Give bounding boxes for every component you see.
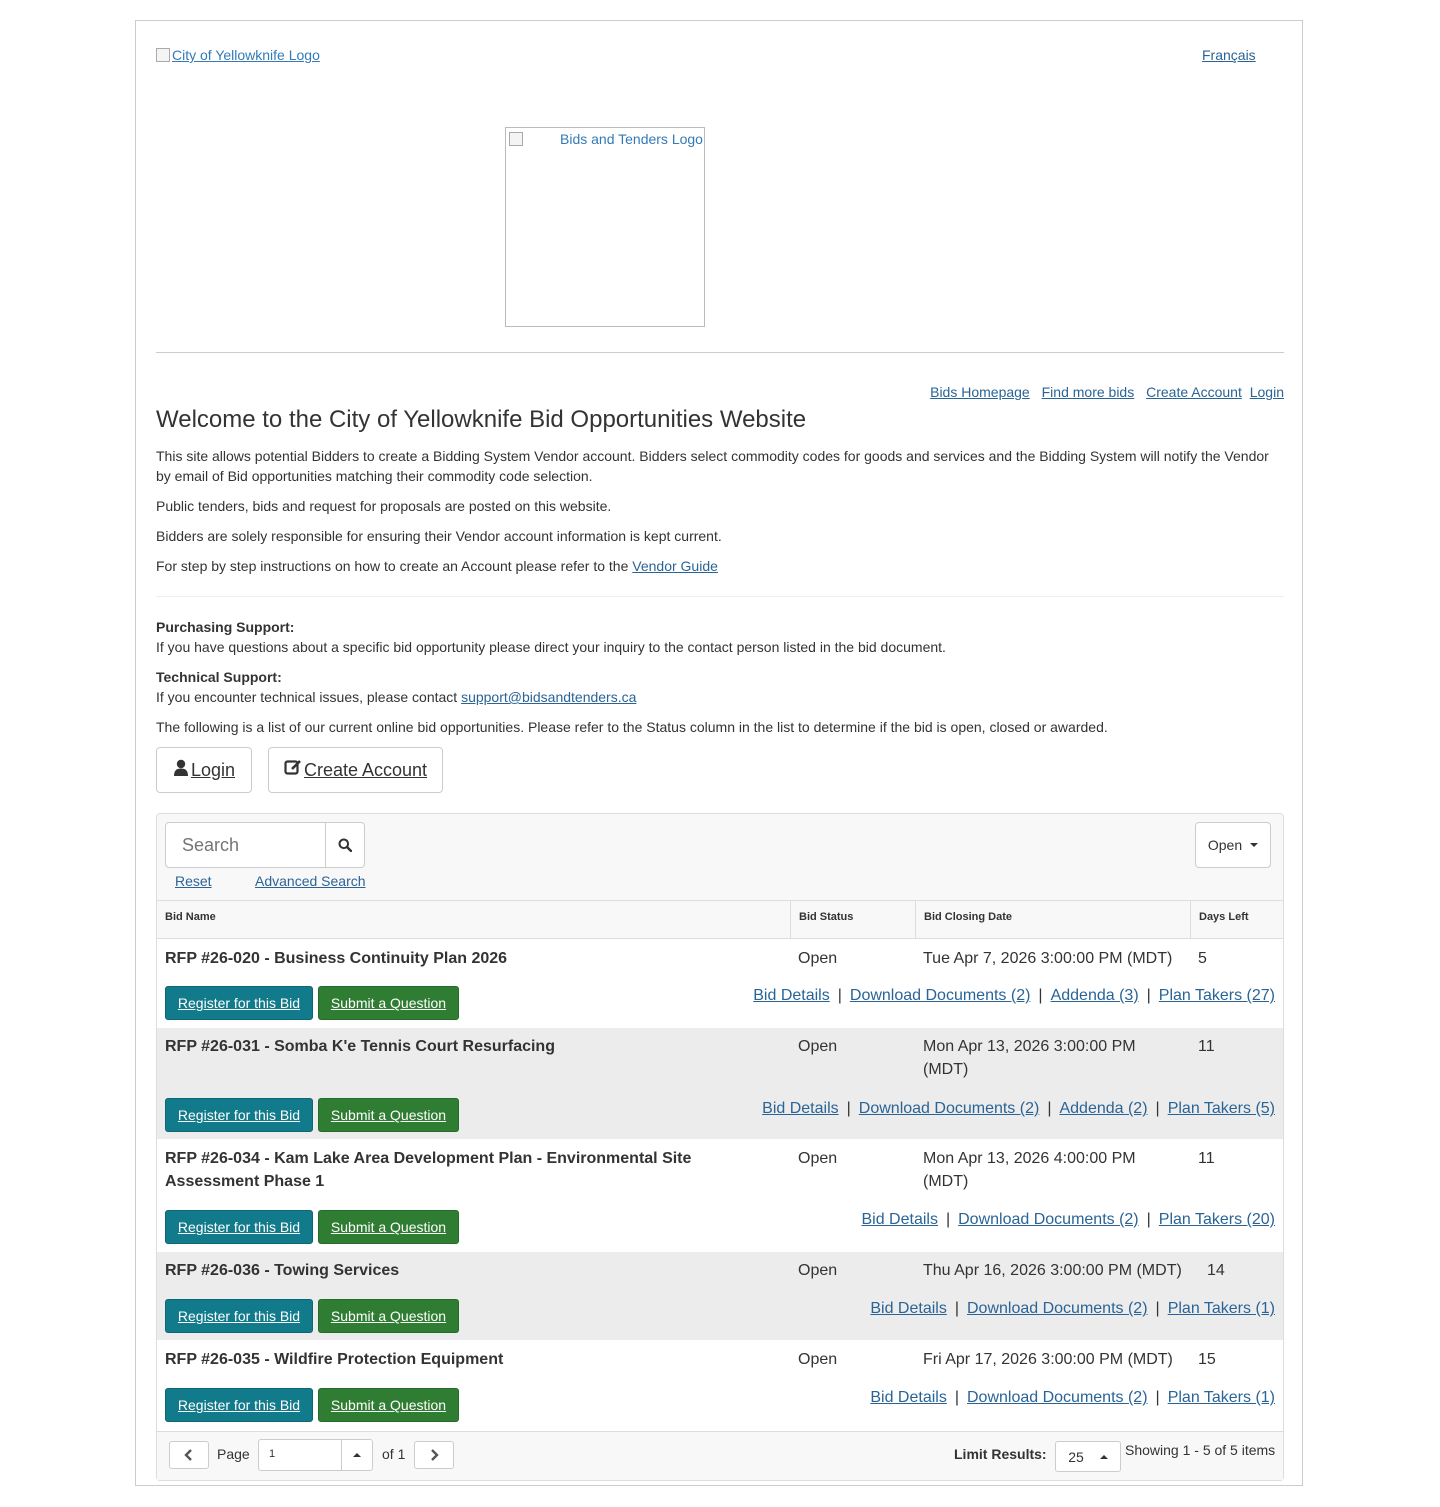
intro-paragraph-4 (156, 556, 1284, 576)
bid-links (861, 1210, 1275, 1230)
bid-name: RFP #26-036 - Towing Services (165, 1262, 400, 1279)
table-row (157, 1028, 1283, 1139)
purchasing-support-text: If you have questions about a specific bid opportunity please direct your inquiry to the contact person listed in the bid document. (156, 639, 946, 655)
showing-items-text: Showing 1 - 5 of 5 items (1125, 1442, 1276, 1458)
bid-details-link[interactable]: Bid Details (870, 1300, 947, 1317)
city-logo-alt: City of Yellowknife Logo (172, 47, 320, 63)
table-row (157, 1139, 1283, 1252)
search-icon (338, 838, 352, 852)
bid-status: Open (798, 1351, 838, 1368)
pipe-separator: | (846, 1100, 851, 1117)
submit-question-button-label: Submit a Question (330, 1308, 447, 1324)
header-divider (156, 352, 1284, 353)
bid-closing-date: Thu Apr 16, 2026 3:00:00 PM (MDT) (923, 1262, 1182, 1279)
limit-results-value: 25 (1068, 1448, 1084, 1465)
vendor-guide-link[interactable]: Vendor Guide (632, 558, 718, 574)
support-email-link[interactable]: support@bidsandtenders.ca (461, 689, 637, 705)
intro-paragraph-1: This site allows potential Bidders to create a Bidding System Vendor account. Bidders select commodity codes for goods and services and the Bidding System will notify the Vendor by email of Bid opportunities matching their commodity code selection. (156, 448, 1269, 484)
nav-create-account[interactable]: Create Account (1146, 384, 1242, 400)
addenda-link[interactable]: Addenda (2) (1059, 1100, 1148, 1117)
prev-page-button[interactable] (169, 1441, 209, 1469)
section-divider (156, 596, 1284, 597)
bid-days-left: 11 (1198, 1038, 1215, 1055)
pipe-separator: | (837, 987, 842, 1004)
download-documents-link[interactable]: Download Documents (2) (967, 1300, 1148, 1317)
bid-days-left: 5 (1198, 950, 1207, 967)
pipe-separator: | (954, 1389, 959, 1406)
download-documents-link[interactable]: Download Documents (2) (967, 1389, 1148, 1406)
submit-question-button-label: Submit a Question (330, 995, 447, 1011)
bid-list-intro: The following is a list of our current online bid opportunities. Please refer to the Status column in the list to determine if the bid is open, closed or awarded. (156, 719, 1108, 735)
nav-login[interactable]: Login (1249, 384, 1284, 400)
page-label: Page (217, 1446, 250, 1462)
submit-question-button[interactable] (318, 1210, 459, 1244)
bid-details-link[interactable]: Bid Details (762, 1100, 839, 1117)
pipe-separator: | (1155, 1389, 1160, 1406)
register-button[interactable] (165, 1299, 313, 1333)
column-header-bid-name[interactable]: Bid Name (165, 911, 216, 923)
reset-link[interactable]: Reset (175, 873, 212, 889)
download-documents-link[interactable]: Download Documents (2) (858, 1100, 1040, 1117)
bids-and-tenders-logo (505, 127, 705, 327)
bid-days-left: 15 (1198, 1351, 1216, 1368)
pipe-separator: | (1155, 1100, 1160, 1117)
download-documents-link[interactable]: Download Documents (2) (849, 987, 1031, 1004)
page-title: Welcome to the City of Yellowknife Bid Opportunities Website (156, 406, 807, 433)
login-button-label: Login (190, 759, 236, 780)
bid-status: Open (798, 1038, 838, 1055)
technical-support-text (156, 687, 1284, 707)
create-account-button-label: Create Account (303, 759, 428, 780)
technical-support-label: If you encounter technical issues, please contact (156, 689, 458, 705)
create-account-button[interactable] (268, 747, 443, 793)
language-link[interactable]: Français (1202, 47, 1256, 63)
register-button[interactable] (165, 1388, 313, 1422)
pagination-bar (157, 1431, 1283, 1480)
register-button[interactable] (165, 986, 313, 1020)
bid-links (762, 1099, 1275, 1119)
caret-up-icon (1100, 1455, 1108, 1459)
submit-question-button-label: Submit a Question (330, 1219, 447, 1235)
bid-closing-date: Fri Apr 17, 2026 3:00:00 PM (MDT) (923, 1351, 1173, 1368)
table-header (157, 900, 1283, 939)
register-button-label: Register for this Bid (177, 1107, 301, 1123)
register-button[interactable] (165, 1210, 313, 1244)
register-button[interactable] (165, 1098, 313, 1132)
addenda-link[interactable]: Addenda (3) (1050, 987, 1139, 1004)
status-filter-value: Open (1207, 837, 1243, 853)
limit-results-dropdown[interactable] (1055, 1441, 1121, 1472)
bid-links (870, 1388, 1275, 1408)
bid-details-link[interactable]: Bid Details (753, 987, 830, 1004)
table-row (157, 939, 1283, 1028)
nav-find-more-bids[interactable]: Find more bids (1041, 384, 1135, 400)
advanced-search-link[interactable]: Advanced Search (255, 873, 366, 889)
user-icon (173, 759, 189, 781)
submit-question-button[interactable] (318, 1299, 459, 1333)
register-button-label: Register for this Bid (177, 1219, 301, 1235)
page-count-label: of 1 (382, 1446, 406, 1462)
limit-results-label: Limit Results: (954, 1446, 1047, 1462)
caret-down-icon (1250, 843, 1258, 847)
chevron-left-icon (184, 1449, 194, 1461)
search-input[interactable] (165, 822, 326, 868)
technical-support-heading: Technical Support: (156, 669, 282, 685)
submit-question-button[interactable] (318, 986, 459, 1020)
bid-status: Open (798, 950, 838, 967)
next-page-button[interactable] (414, 1441, 454, 1469)
submit-question-button-label: Submit a Question (330, 1107, 447, 1123)
pipe-separator: | (1146, 987, 1151, 1004)
bid-status: Open (798, 1262, 838, 1279)
bid-links (753, 986, 1275, 1006)
bid-days-left: 14 (1207, 1262, 1225, 1279)
bid-status: Open (798, 1150, 838, 1167)
bid-name: RFP #26-031 - Somba K'e Tennis Court Resurfacing (165, 1038, 555, 1055)
column-header-closing-date[interactable]: Bid Closing Date (915, 901, 1190, 938)
table-row (157, 1252, 1283, 1340)
purchasing-support-heading: Purchasing Support: (156, 619, 295, 635)
plan-takers-link[interactable]: Plan Takers (1) (1167, 1389, 1275, 1406)
bid-closing-date: Mon Apr 13, 2026 3:00:00 PM (MDT) (923, 1038, 1136, 1078)
plan-takers-link[interactable]: Plan Takers (20) (1158, 1211, 1275, 1228)
intro-paragraph-2: Public tenders, bids and request for proposals are posted on this website. (156, 498, 612, 514)
bid-links (870, 1299, 1275, 1319)
plan-takers-link[interactable]: Plan Takers (1) (1167, 1300, 1275, 1317)
caret-up-icon (353, 1453, 361, 1457)
bid-details-link[interactable]: Bid Details (861, 1211, 938, 1228)
bid-name: RFP #26-034 - Kam Lake Area Development Plan - Environmental Site Assessment Phase 1 (165, 1150, 692, 1190)
chevron-right-icon (429, 1449, 439, 1461)
intro-paragraph-3: Bidders are solely responsible for ensuring their Vendor account information is kept current. (156, 528, 722, 544)
submit-question-button[interactable] (318, 1388, 459, 1422)
search-button[interactable] (325, 822, 365, 868)
nav-bids-homepage[interactable]: Bids Homepage (930, 384, 1030, 400)
table-row (157, 1340, 1283, 1431)
register-button-label: Register for this Bid (177, 1397, 301, 1413)
pipe-separator: | (1146, 1211, 1151, 1228)
bid-name: RFP #26-035 - Wildfire Protection Equipment (165, 1351, 504, 1368)
download-documents-link[interactable]: Download Documents (2) (958, 1211, 1139, 1228)
edit-icon (284, 759, 302, 781)
column-header-days-left[interactable]: Days Left (1190, 901, 1283, 938)
status-filter-dropdown[interactable] (1195, 822, 1271, 868)
plan-takers-link[interactable]: Plan Takers (5) (1167, 1100, 1275, 1117)
broken-image-icon (509, 132, 523, 146)
register-button-label: Register for this Bid (177, 995, 301, 1011)
column-header-bid-status[interactable]: Bid Status (790, 901, 915, 938)
plan-takers-link[interactable]: Plan Takers (27) (1158, 987, 1275, 1004)
bid-days-left: 11 (1198, 1150, 1215, 1167)
pipe-separator: | (1047, 1100, 1052, 1117)
top-nav (922, 384, 1284, 400)
bid-closing-date: Mon Apr 13, 2026 4:00:00 PM (MDT) (923, 1150, 1136, 1190)
login-button[interactable] (156, 747, 252, 793)
page-number-input[interactable]: 1 (258, 1439, 342, 1471)
submit-question-button-label: Submit a Question (330, 1397, 447, 1413)
city-logo-link[interactable] (156, 47, 320, 63)
submit-question-button[interactable] (318, 1098, 459, 1132)
pipe-separator: | (1155, 1300, 1160, 1317)
pipe-separator: | (954, 1300, 959, 1317)
bt-logo-alt: Bids and Tenders Logo (560, 131, 703, 147)
bid-details-link[interactable]: Bid Details (870, 1389, 947, 1406)
bid-closing-date: Tue Apr 7, 2026 3:00:00 PM (MDT) (923, 950, 1173, 967)
broken-image-icon (156, 48, 170, 62)
bid-name: RFP #26-020 - Business Continuity Plan 2026 (165, 950, 508, 967)
pipe-separator: | (945, 1211, 951, 1228)
register-button-label: Register for this Bid (177, 1308, 301, 1324)
page-spinner[interactable] (341, 1439, 373, 1471)
pipe-separator: | (1038, 987, 1043, 1004)
vendor-guide-text: For step by step instructions on how to create an Account please refer to the (156, 558, 629, 574)
